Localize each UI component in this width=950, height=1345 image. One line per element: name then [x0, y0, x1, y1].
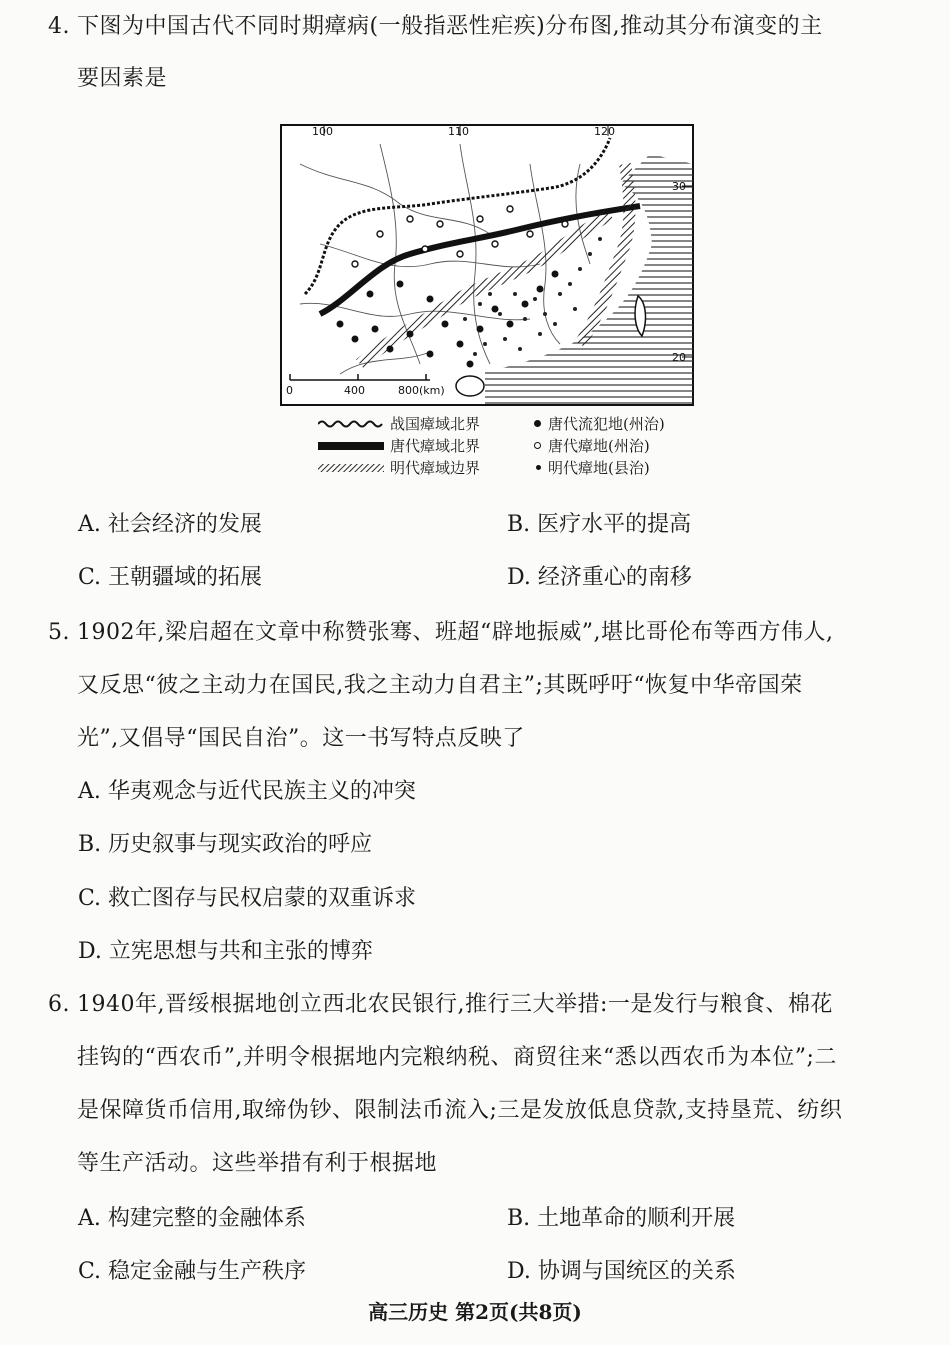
- legend-label-tang-exile: 唐代流犯地(州治): [548, 415, 665, 433]
- hollow-dot-icon: [534, 442, 541, 449]
- legend-label-tang-north: 唐代瘴域北界: [390, 437, 481, 455]
- q4-option-d[interactable]: D. 经济重心的南移: [507, 565, 692, 590]
- page-footer: 高三历史 第2页(共8页): [368, 1300, 582, 1324]
- q5-number: 5.: [48, 620, 70, 645]
- filled-dot-icon: [534, 420, 541, 427]
- q4-option-b[interactable]: B. 医疗水平的提高: [507, 512, 692, 537]
- map-legend: [318, 414, 718, 482]
- q6-line4: 等生产活动。这些举措有利于根据地: [77, 1151, 438, 1176]
- q6-option-b[interactable]: B. 土地革命的顺利开展: [507, 1206, 736, 1231]
- q4-option-a[interactable]: A. 社会经济的发展: [78, 512, 262, 537]
- q4-stem-line2: 要因素是: [77, 66, 168, 91]
- q6-option-c[interactable]: C. 稳定金融与生产秩序: [78, 1259, 307, 1284]
- q6-number: 6.: [48, 992, 70, 1017]
- q5-option-b[interactable]: B. 历史叙事与现实政治的呼应: [78, 832, 373, 857]
- legend-label-tang-malaria: 唐代瘴地(州治): [548, 437, 650, 455]
- bold-line-icon: [318, 441, 386, 451]
- q4-stem-line1: 下图为中国古代不同时期瘴病(一般指恶性疟疾)分布图,推动其分布演变的主: [77, 14, 823, 39]
- hainan-island: [456, 376, 484, 396]
- small-dot-icon: [536, 465, 541, 470]
- scale-label-0: 0: [286, 384, 293, 397]
- malaria-distribution-map: [280, 124, 694, 406]
- wavy-line-icon: [318, 419, 386, 429]
- legend-label-warring-states: 战国瘴域北界: [390, 415, 481, 433]
- lon-label-110: 110: [448, 125, 469, 138]
- q4-option-c[interactable]: C. 王朝疆域的拓展: [78, 565, 263, 590]
- lat-label-20: 20: [672, 351, 686, 364]
- lat-label-30: 30: [672, 180, 686, 193]
- q6-line2: 挂钩的“西农币”,并明令根据地内完粮纳税、商贸往来“悉以西农币为本位”;二: [77, 1045, 837, 1070]
- scale-label-400: 400: [344, 384, 365, 397]
- q5-line1: 1902年,梁启超在文章中称赞张骞、班超“辟地振威”,堪比哥伦布等西方伟人,: [77, 620, 834, 645]
- q6-line3: 是保障货币信用,取缔伪钞、限制法币流入;三是发放低息贷款,支持垦荒、纺织: [77, 1098, 843, 1123]
- hatched-line-icon: [318, 463, 386, 473]
- q5-option-c[interactable]: C. 救亡图存与民权启蒙的双重诉求: [78, 886, 417, 911]
- q6-option-a[interactable]: A. 构建完整的金融体系: [78, 1206, 306, 1231]
- lon-label-100: 100: [312, 125, 333, 138]
- q6-line1: 1940年,晋绥根据地创立西北农民银行,推行三大举措:一是发行与粮食、棉花: [77, 992, 833, 1017]
- q5-option-a[interactable]: A. 华夷观念与近代民族主义的冲突: [78, 779, 416, 804]
- lon-label-120: 120: [594, 125, 615, 138]
- legend-label-ming-county: 明代瘴地(县治): [548, 459, 650, 477]
- q4-number: 4.: [48, 14, 70, 39]
- legend-label-ming: 明代瘴域边界: [390, 459, 481, 477]
- q6-option-d[interactable]: D. 协调与国统区的关系: [507, 1259, 736, 1284]
- q5-option-d[interactable]: D. 立宪思想与共和主张的博弈: [78, 939, 373, 964]
- q5-line3: 光”,又倡导“国民自治”。这一书写特点反映了: [77, 726, 525, 751]
- scale-label-800: 800(km): [398, 384, 445, 397]
- q5-line2: 又反思“彼之主动力在国民,我之主动力自君主”;其既呼吁“恢复中华帝国荣: [77, 673, 803, 698]
